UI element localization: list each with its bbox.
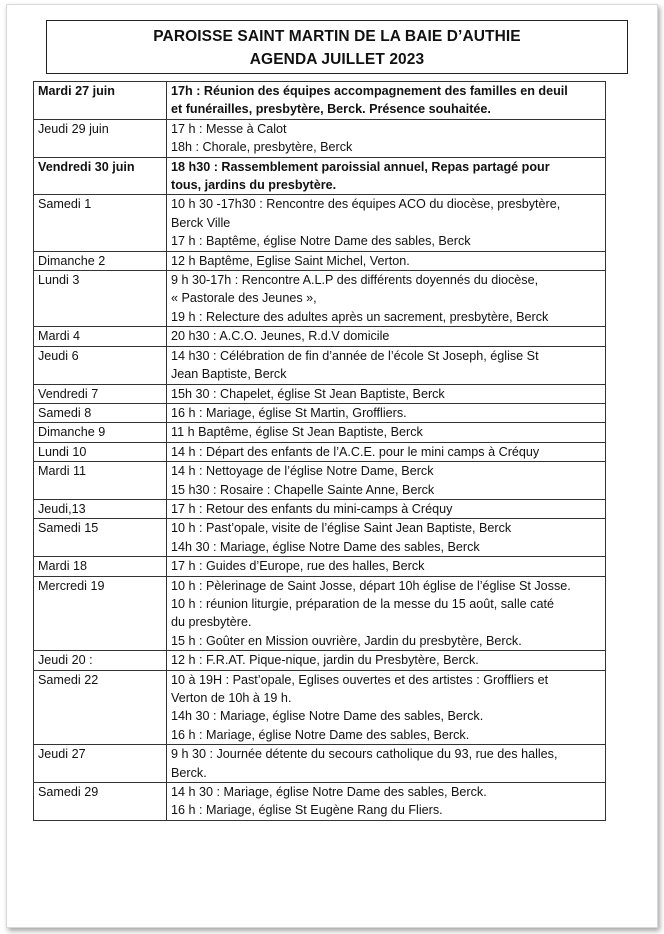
agenda-event-line: 14 h30 : Célébration de fin d’année de l’école St Joseph, église St [171,348,539,363]
agenda-event-line: 14h 30 : Mariage, église Notre Dame des sables, Berck. [171,709,484,724]
agenda-row [34,423,606,442]
agenda-events [167,327,606,346]
title-box [46,20,628,74]
agenda-day: Samedi 1 [34,195,167,251]
agenda-events [167,519,606,557]
agenda-events [167,499,606,518]
agenda-event-line: 19 h : Relecture des adultes après un sacrement, presbytère, Berck [171,309,549,324]
agenda-day: Mardi 11 [34,462,167,500]
agenda-day: Samedi 15 [34,519,167,557]
agenda-day: Jeudi 6 [34,346,167,384]
agenda-events [167,557,606,576]
agenda-event-line: 16 h : Mariage, église Notre Dame des sables, Berck. [171,727,470,742]
agenda-event-line: Berck Ville [171,215,231,230]
agenda-event-line: 10 h : réunion liturgie, préparation de la messe du 15 août, salle caté [171,596,554,611]
agenda-event-line: 14h 30 : Mariage, église Notre Dame des sables, Berck [171,539,480,554]
agenda-event-line: 17h : Réunion des équipes accompagnement des familles en deuil [171,84,568,98]
agenda-row [34,346,606,384]
agenda-day: Jeudi,13 [34,499,167,518]
agenda-row [34,195,606,251]
agenda-row [34,499,606,518]
agenda-events [167,783,606,821]
agenda-event-line: 14 h : Nettoyage de l’église Notre Dame, Berck [171,464,434,479]
agenda-day: Mardi 27 juin [34,82,167,120]
agenda-events [167,403,606,422]
agenda-row [34,157,606,195]
agenda-events [167,119,606,157]
agenda-event-line: 16 h : Mariage, église St Martin, Groffliers. [171,405,407,420]
agenda-events [167,82,606,120]
agenda-event-line: 15h 30 : Chapelet, église St Jean Baptiste, Berck [171,386,445,401]
agenda-events [167,195,606,251]
agenda-event-line: 17 h : Retour des enfants du mini-camps à Créquy [171,501,453,516]
agenda-event-line: 15 h30 : Rosaire : Chapelle Sainte Anne, Berck [171,482,435,497]
agenda-row [34,557,606,576]
agenda-row [34,651,606,670]
agenda-event-line: 11 h Baptême, église St Jean Baptiste, Berck [171,425,423,440]
agenda-event-line: et funérailles, presbytère, Berck. Présence souhaitée. [171,102,491,117]
agenda-event-line: « Pastorale des Jeunes », [171,291,317,306]
agenda-event-line: 16 h : Mariage, église St Eugène Rang du Fliers. [171,803,443,818]
agenda-event-line: du presbytère. [171,615,252,630]
document-title: PAROISSE SAINT MARTIN DE LA BAIE D’AUTHIE [153,28,521,45]
agenda-event-line: 15 h : Goûter en Mission ouvrière, Jardin du presbytère, Berck. [171,633,522,648]
agenda-event-line: 20 h30 : A.C.O. Jeunes, R.d.V domicile [171,329,390,344]
agenda-event-line: 9 h 30 : Journée détente du secours catholique du 93, rue des halles, [171,747,558,762]
agenda-row [34,327,606,346]
agenda-day: Vendredi 30 juin [34,157,167,195]
agenda-day: Dimanche 2 [34,251,167,270]
document-subtitle: AGENDA JUILLET 2023 [249,51,425,68]
agenda-event-line: tous, jardins du presbytère. [171,178,337,193]
agenda-row [34,462,606,500]
agenda-event-line: 12 h Baptême, Eglise Saint Michel, Verton. [171,253,410,268]
agenda-row [34,670,606,745]
agenda-events [167,384,606,403]
agenda-row [34,82,606,120]
agenda-event-line: 10 à 19H : Past’opale, Eglises ouvertes et des artistes : Groffliers et [171,672,549,687]
agenda-day: Samedi 29 [34,783,167,821]
agenda-events [167,423,606,442]
agenda-day: Jeudi 29 juin [34,119,167,157]
agenda-day: Vendredi 7 [34,384,167,403]
agenda-row [34,442,606,461]
agenda-events [167,576,606,651]
agenda-row [34,384,606,403]
agenda-event-line: Berck. [171,765,207,780]
agenda-events [167,670,606,745]
agenda-event-line: 14 h : Départ des enfants de l’A.C.E. pour le mini camps à Créquy [171,444,540,459]
agenda-event-line: 9 h 30-17h : Rencontre A.L.P des différents doyennés du diocèse, [171,273,539,288]
agenda-event-line: 17 h : Guides d’Europe, rue des halles, Berck [171,559,425,574]
agenda-event-line: 10 h : Past’opale, visite de l’église Saint Jean Baptiste, Berck [171,521,512,536]
agenda-row [34,119,606,157]
agenda-row [34,745,606,783]
agenda-events [167,462,606,500]
agenda-row [34,519,606,557]
agenda-day: Mardi 18 [34,557,167,576]
agenda-day: Mardi 4 [34,327,167,346]
agenda-event-line: 14 h 30 : Mariage, église Notre Dame des sables, Berck. [171,785,487,800]
agenda-day: Samedi 22 [34,670,167,745]
agenda-event-line: 17 h : Messe à Calot [171,121,287,136]
agenda-event-line: 18h : Chorale, presbytère, Berck [171,140,353,155]
agenda-event-line: 10 h : Pèlerinage de Saint Josse, départ 10h église de l’église St Josse. [171,578,571,593]
agenda-events [167,157,606,195]
agenda-table [33,81,606,821]
agenda-events [167,346,606,384]
agenda-day: Jeudi 27 [34,745,167,783]
agenda-row [34,576,606,651]
agenda-event-line: 18 h30 : Rassemblement paroissial annuel, Repas partagé pour [171,159,550,174]
agenda-row [34,251,606,270]
agenda-row [34,271,606,327]
agenda-day: Mercredi 19 [34,576,167,651]
agenda-event-line: 17 h : Baptême, église Notre Dame des sables, Berck [171,234,471,249]
agenda-events [167,442,606,461]
agenda-events [167,651,606,670]
agenda-event-line: Jean Baptiste, Berck [171,367,287,382]
agenda-event-line: Verton de 10h à 19 h. [171,691,292,705]
agenda-day: Samedi 8 [34,403,167,422]
agenda-events [167,251,606,270]
agenda-events [167,745,606,783]
agenda-body [34,82,606,821]
agenda-event-line: 12 h : F.R.AT. Pique-nique, jardin du Presbytère, Berck. [171,653,479,668]
agenda-event-line: 10 h 30 -17h30 : Rencontre des équipes ACO du diocèse, presbytère, [171,197,561,212]
agenda-day: Lundi 10 [34,442,167,461]
agenda-day: Jeudi 20 : [34,651,167,670]
agenda-row [34,783,606,821]
agenda-day: Lundi 3 [34,271,167,327]
agenda-row [34,403,606,422]
agenda-day: Dimanche 9 [34,423,167,442]
agenda-events [167,271,606,327]
